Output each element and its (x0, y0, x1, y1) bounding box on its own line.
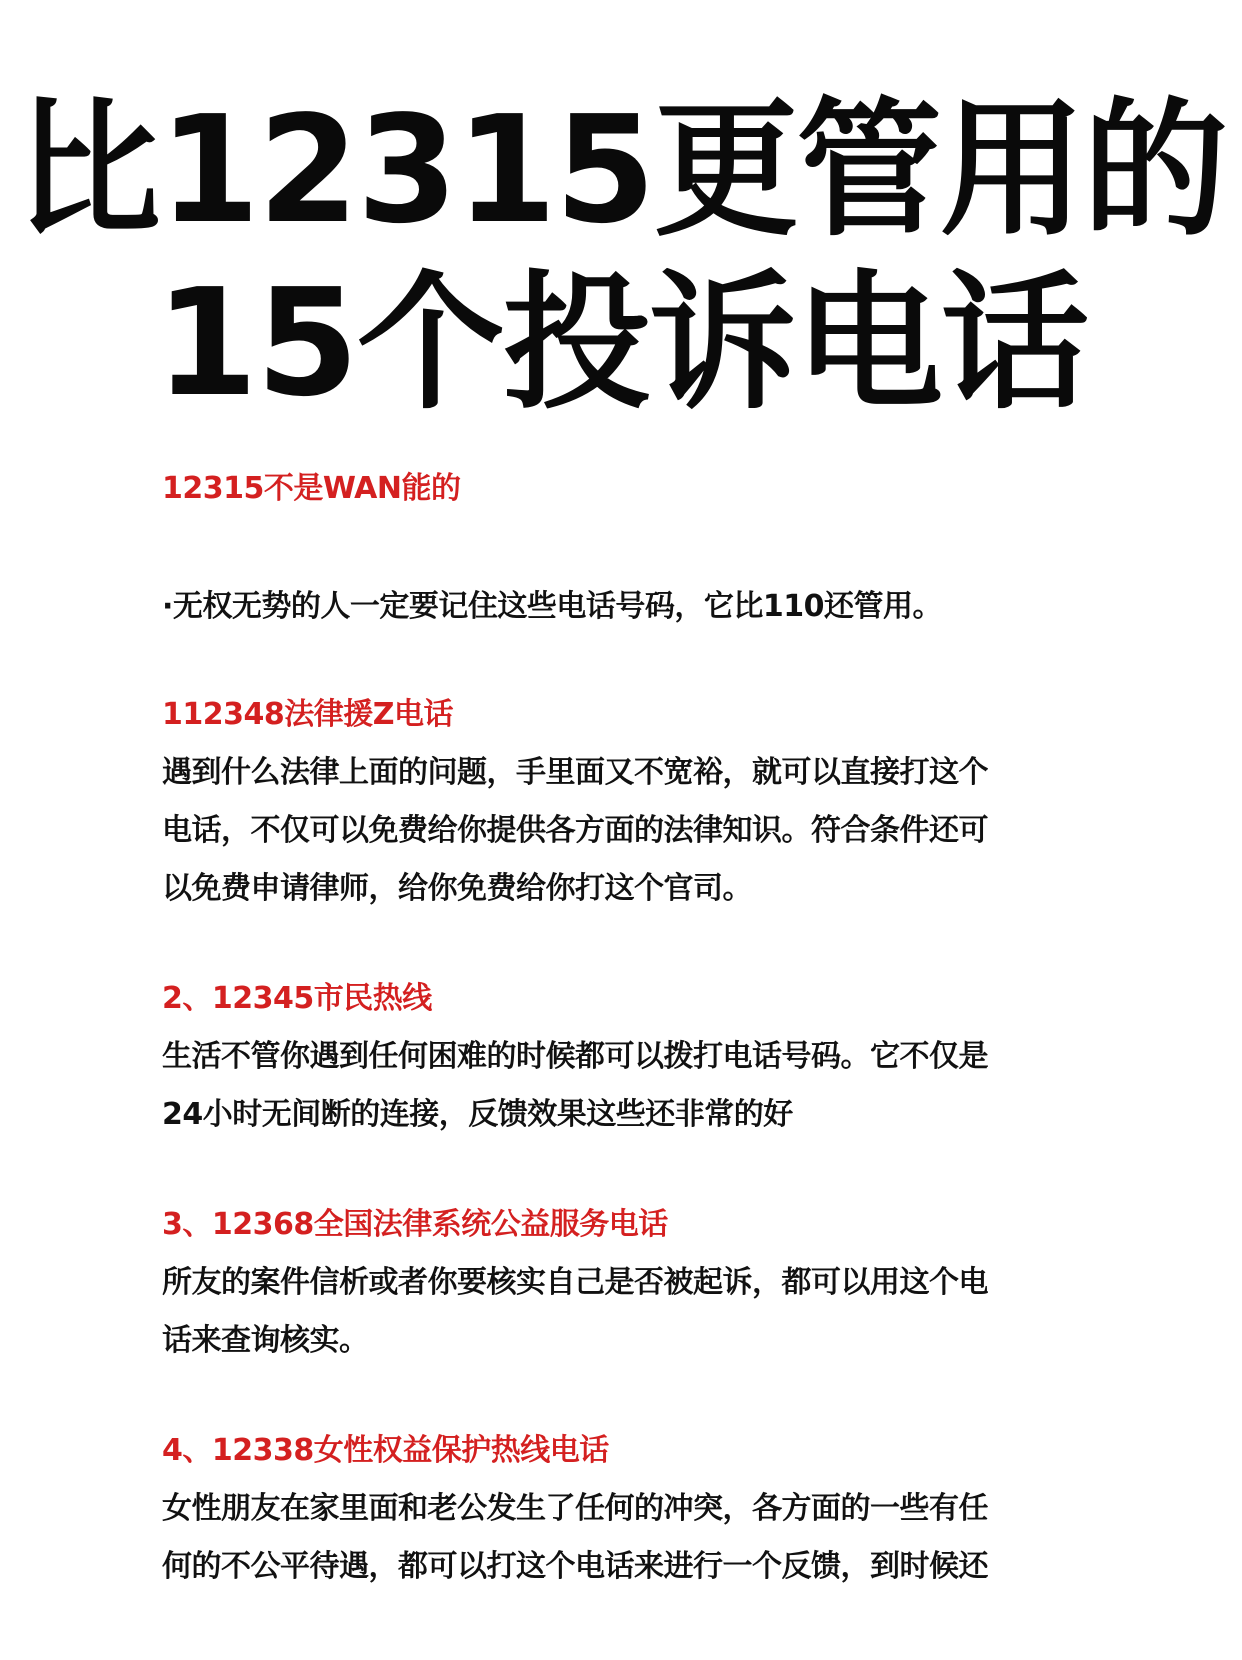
section-heading: 112348法律援Z电话 (162, 697, 453, 732)
title-line-2: 15个投诉电话 (155, 257, 1087, 429)
section-legal-aid (162, 686, 1102, 918)
section-court-service (162, 1196, 1102, 1370)
section-heading: 4、12338女性权益保护热线电话 (162, 1433, 609, 1468)
section-heading: 2、12345市民热线 (162, 981, 432, 1016)
section-heading: 3、12368全国法律系统公益服务电话 (162, 1207, 668, 1242)
intro-paragraph: ·无权无势的人一定要记住这些电话号码，它比110还管用。 (162, 589, 943, 624)
section-citizen-hotline (162, 970, 1102, 1144)
paragraph-line: 电话，不仅可以免费给你提供各方面的法律知识。符合条件还可 (162, 813, 988, 848)
paragraph-line: 所友的案件信析或者你要核实自己是否被起诉，都可以用这个电 (162, 1265, 988, 1300)
section-women-rights (162, 1422, 1102, 1596)
paragraph-line: 女性朋友在家里面和老公发生了任何的冲突，各方面的一些有任 (162, 1491, 988, 1526)
paragraph-line: 生活不管你遇到任何困难的时候都可以拨打电话号码。它不仅是 (162, 1039, 988, 1074)
paragraph-line: 遇到什么法律上面的问题，手里面又不宽裕，就可以直接打这个 (162, 755, 988, 790)
paragraph-line: 何的不公平待遇，都可以打这个电话来进行一个反馈，到时候还 (162, 1549, 988, 1584)
title-line-1: 比12315更管用的 (15, 84, 1227, 256)
paragraph-line: 以免费申请律师，给你免费给你打这个官司。 (162, 871, 752, 906)
paragraph-line: 24小时无间断的连接，反馈效果这些还非常的好 (162, 1097, 793, 1132)
paragraph-line: 话来查询核实。 (162, 1323, 369, 1358)
content-body (162, 462, 1102, 1596)
subtitle: 12315不是WAN能的 (162, 471, 461, 506)
